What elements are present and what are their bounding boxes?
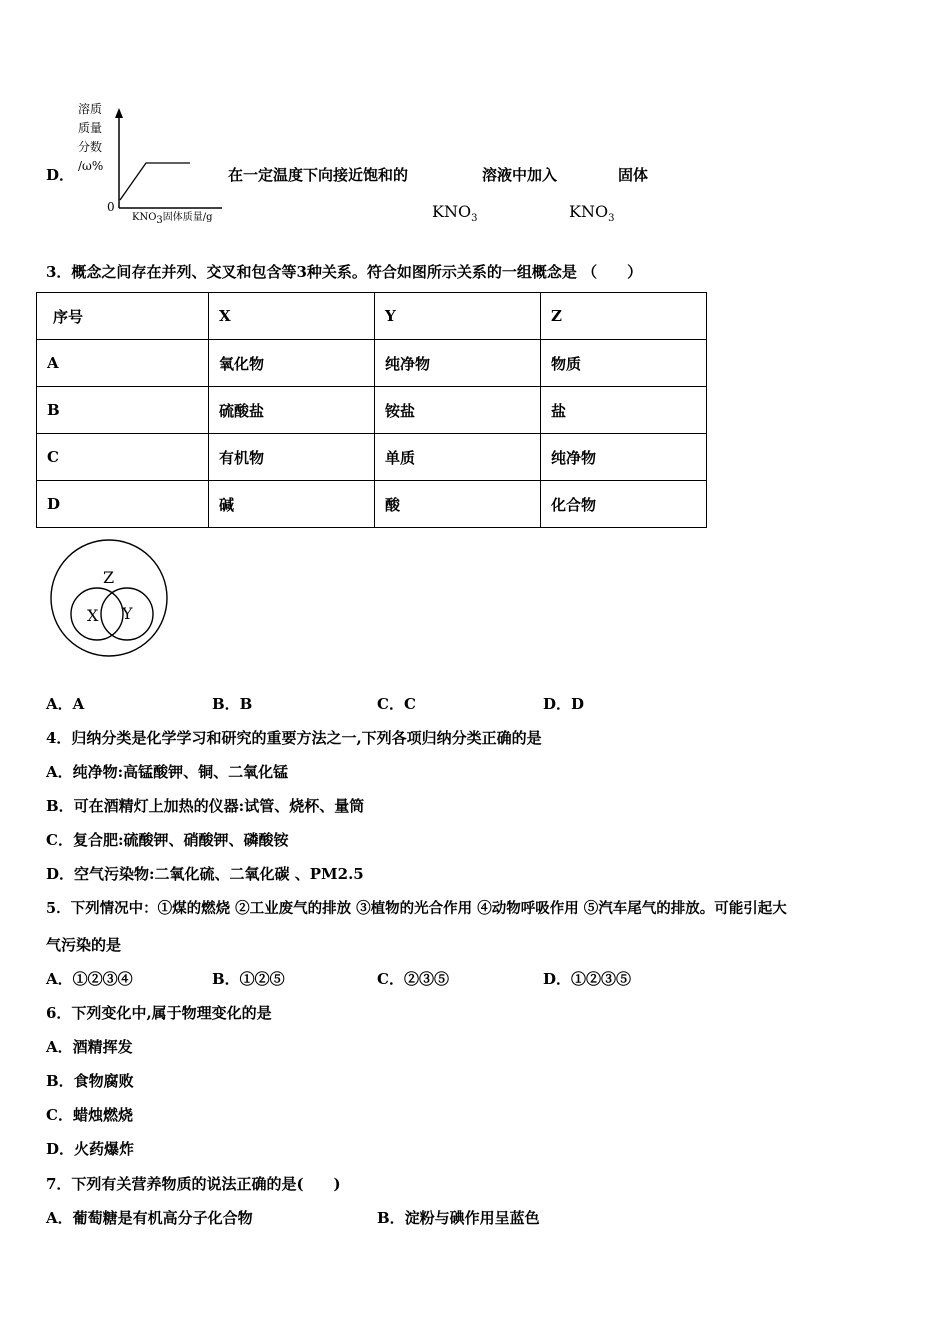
table-row bbox=[37, 481, 707, 528]
table-cell: 铵盐 bbox=[375, 387, 541, 434]
table-header-row bbox=[37, 293, 707, 340]
q5-stem-line1: 5．下列情况中：①煤的燃烧 ②工业废气的排放 ③植物的光合作用 ④动物呼吸作用 ⑤汽车尾气的排放。可能引起大 bbox=[46, 900, 787, 917]
table-cell: 纯净物 bbox=[375, 340, 541, 387]
q3-table bbox=[36, 292, 707, 528]
q4-option-b: B．可在酒精灯上加热的仪器:试管、烧杯、量筒 bbox=[46, 797, 365, 815]
table-cell: 化合物 bbox=[541, 481, 707, 528]
formula-kno3-2: $KNO_3$ bbox=[569, 202, 615, 225]
q5-option-b: B．①②⑤ bbox=[212, 970, 285, 988]
q6-option-d: D．火药爆炸 bbox=[46, 1140, 135, 1158]
table-header: Y bbox=[375, 293, 541, 340]
table-cell: A bbox=[37, 340, 209, 387]
q5-option-a: A．①②③④ bbox=[46, 970, 133, 988]
table-cell: 单质 bbox=[375, 434, 541, 481]
q2-d-text-2: 溶液中加入 bbox=[482, 166, 558, 184]
graph-y-axis-label: 溶质 质量 分数 /ω% bbox=[78, 102, 104, 173]
graph-x-axis-label: $KNO_3$固体质量/g bbox=[132, 212, 213, 226]
q3-option-c: C．C bbox=[377, 695, 416, 713]
q5-option-d: D．①②③⑤ bbox=[543, 970, 632, 988]
table-cell: B bbox=[37, 387, 209, 434]
table-cell: 氧化物 bbox=[209, 340, 375, 387]
table-row bbox=[37, 434, 707, 481]
q3-stem: 3．概念之间存在并列、交叉和包含等3种关系。符合如图所示关系的一组概念是 （ ） bbox=[46, 263, 643, 281]
q6-option-a: A．酒精挥发 bbox=[46, 1038, 133, 1056]
q4-option-d: D．空气污染物:二氧化硫、二氧化碳 、PM2.5 bbox=[46, 865, 364, 883]
graph-origin: 0 bbox=[107, 200, 115, 214]
table-header: X bbox=[209, 293, 375, 340]
table-row bbox=[37, 387, 707, 434]
venn-label-z: Z bbox=[103, 568, 115, 587]
formula-kno3-1: $KNO_3$ bbox=[432, 202, 478, 225]
q2-d-text-1: 在一定温度下向接近饱和的 bbox=[228, 166, 409, 184]
venn-label-y: Y bbox=[122, 604, 133, 623]
venn-diagram bbox=[44, 530, 174, 660]
table-header: Z bbox=[541, 293, 707, 340]
q3-option-d: D．D bbox=[543, 695, 585, 713]
graph-axes bbox=[72, 96, 232, 226]
q6-option-c: C．蜡烛燃烧 bbox=[46, 1106, 133, 1124]
table-cell: 盐 bbox=[541, 387, 707, 434]
table-cell: D bbox=[37, 481, 209, 528]
table-cell: 硫酸盐 bbox=[209, 387, 375, 434]
q4-option-c: C．复合肥:硫酸钾、硝酸钾、磷酸铵 bbox=[46, 831, 289, 849]
q7-option-a: A．葡萄糖是有机高分子化合物 bbox=[46, 1209, 253, 1227]
table-row bbox=[37, 340, 707, 387]
venn-circles bbox=[44, 530, 174, 660]
table-cell: 酸 bbox=[375, 481, 541, 528]
q5-option-c: C．②③⑤ bbox=[377, 970, 449, 988]
table-cell: C bbox=[37, 434, 209, 481]
table-cell: 物质 bbox=[541, 340, 707, 387]
q7-option-b: B．淀粉与碘作用呈蓝色 bbox=[377, 1209, 540, 1227]
q4-option-a: A．纯净物:高锰酸钾、铜、二氧化锰 bbox=[46, 763, 289, 781]
q6-stem: 6．下列变化中,属于物理变化的是 bbox=[46, 1004, 272, 1022]
q3-option-a: A．A bbox=[46, 695, 85, 713]
table-cell: 碱 bbox=[209, 481, 375, 528]
q2-option-d-label: D． bbox=[46, 166, 75, 184]
q3-option-b: B．B bbox=[212, 695, 253, 713]
table-cell: 有机物 bbox=[209, 434, 375, 481]
q7-stem: 7．下列有关营养物质的说法正确的是( ) bbox=[46, 1175, 341, 1193]
q6-option-b: B．食物腐败 bbox=[46, 1072, 134, 1090]
q4-stem: 4．归纳分类是化学学习和研究的重要方法之一,下列各项归纳分类正确的是 bbox=[46, 729, 542, 747]
q2-d-graph bbox=[72, 96, 232, 226]
table-cell: 纯净物 bbox=[541, 434, 707, 481]
q2-d-text-3: 固体 bbox=[618, 166, 649, 184]
table-header: 序号 bbox=[37, 293, 209, 340]
venn-label-x: X bbox=[87, 606, 99, 625]
q5-stem-line2: 气污染的是 bbox=[46, 936, 122, 954]
